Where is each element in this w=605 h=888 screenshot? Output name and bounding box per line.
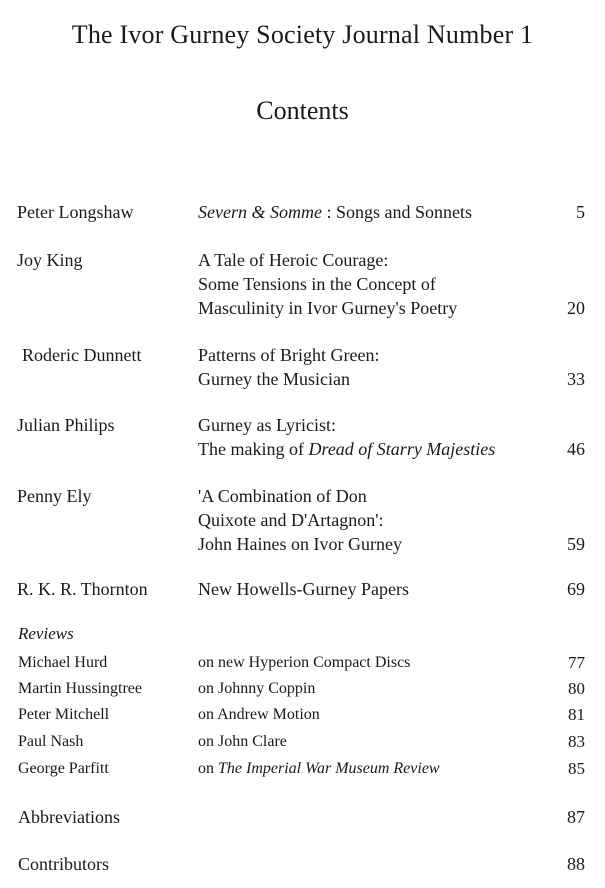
entry-page: 69	[567, 579, 585, 599]
contributors-page: 88	[567, 854, 585, 874]
review-author: Martin Hussingtree	[18, 680, 142, 697]
contents-heading: Contents	[256, 96, 349, 125]
entry-author: Roderic Dunnett	[22, 345, 142, 365]
entry-title-line: Quixote and D'Artagnon':	[198, 510, 384, 530]
review-title: on Andrew Motion	[198, 706, 320, 723]
review-page: 81	[568, 705, 585, 724]
review-title-prefix: on	[198, 760, 218, 777]
entry-title	[198, 413, 495, 461]
entry-page: 46	[567, 439, 585, 459]
journal-title: The Ivor Gurney Society Journal Number 1	[71, 20, 534, 49]
entry-title-line: 'A Combination of Don	[198, 486, 367, 506]
entry-title-line: Gurney the Musician	[198, 369, 350, 389]
entry-title-prefix: The making of	[198, 439, 309, 459]
entry-title-italic: Dread of Starry Majesties	[308, 439, 496, 459]
entry-title	[198, 577, 409, 601]
entry-title-line	[198, 437, 495, 461]
entry-title-line: Some Tensions in the Concept of	[198, 274, 436, 294]
contributors-label: Contributors	[18, 854, 110, 874]
review-author: George Parfitt	[18, 760, 109, 777]
entry-title-line: A Tale of Heroic Courage:	[198, 250, 389, 270]
abbreviations-label: Abbreviations	[18, 807, 120, 827]
entry-author: Peter Longshaw	[17, 202, 134, 222]
entry-author: Julian Philips	[17, 415, 115, 435]
review-author: Michael Hurd	[18, 654, 108, 671]
review-page: 77	[568, 653, 585, 672]
review-author: Paul Nash	[18, 733, 84, 750]
review-title: on Johnny Coppin	[198, 680, 316, 697]
entry-title-line: Patterns of Bright Green:	[198, 345, 380, 365]
entry-title	[198, 343, 379, 391]
review-title-italic: The Imperial War Museum Review	[218, 760, 440, 777]
review-page: 80	[568, 679, 585, 698]
entry-title	[198, 248, 457, 320]
entry-page: 59	[567, 534, 585, 554]
reviews-label: Reviews	[18, 624, 74, 643]
entry-title-line: New Howells-Gurney Papers	[198, 579, 409, 599]
entry-page: 33	[567, 369, 585, 389]
review-author: Peter Mitchell	[18, 706, 110, 723]
entry-author: R. K. R. Thornton	[17, 579, 148, 599]
review-page: 85	[568, 759, 585, 778]
entry-title-line: Masculinity in Ivor Gurney's Poetry	[198, 298, 458, 318]
entry-title	[198, 484, 402, 556]
entry-title-line: Gurney as Lyricist:	[198, 415, 336, 435]
entry-page: 5	[576, 202, 585, 222]
review-title	[198, 758, 440, 780]
review-title: on new Hyperion Compact Discs	[198, 654, 411, 671]
abbreviations-page: 87	[567, 807, 585, 827]
review-page: 83	[568, 732, 585, 751]
entry-page: 20	[567, 298, 585, 318]
entry-author: Joy King	[17, 250, 83, 270]
entry-title-line: John Haines on Ivor Gurney	[198, 534, 402, 554]
entry-title	[198, 200, 472, 224]
entry-title-italic: Severn & Somme	[198, 202, 322, 222]
review-title: on John Clare	[198, 733, 287, 750]
entry-author: Penny Ely	[17, 486, 92, 506]
entry-title-rest: : Songs and Sonnets	[321, 202, 472, 222]
